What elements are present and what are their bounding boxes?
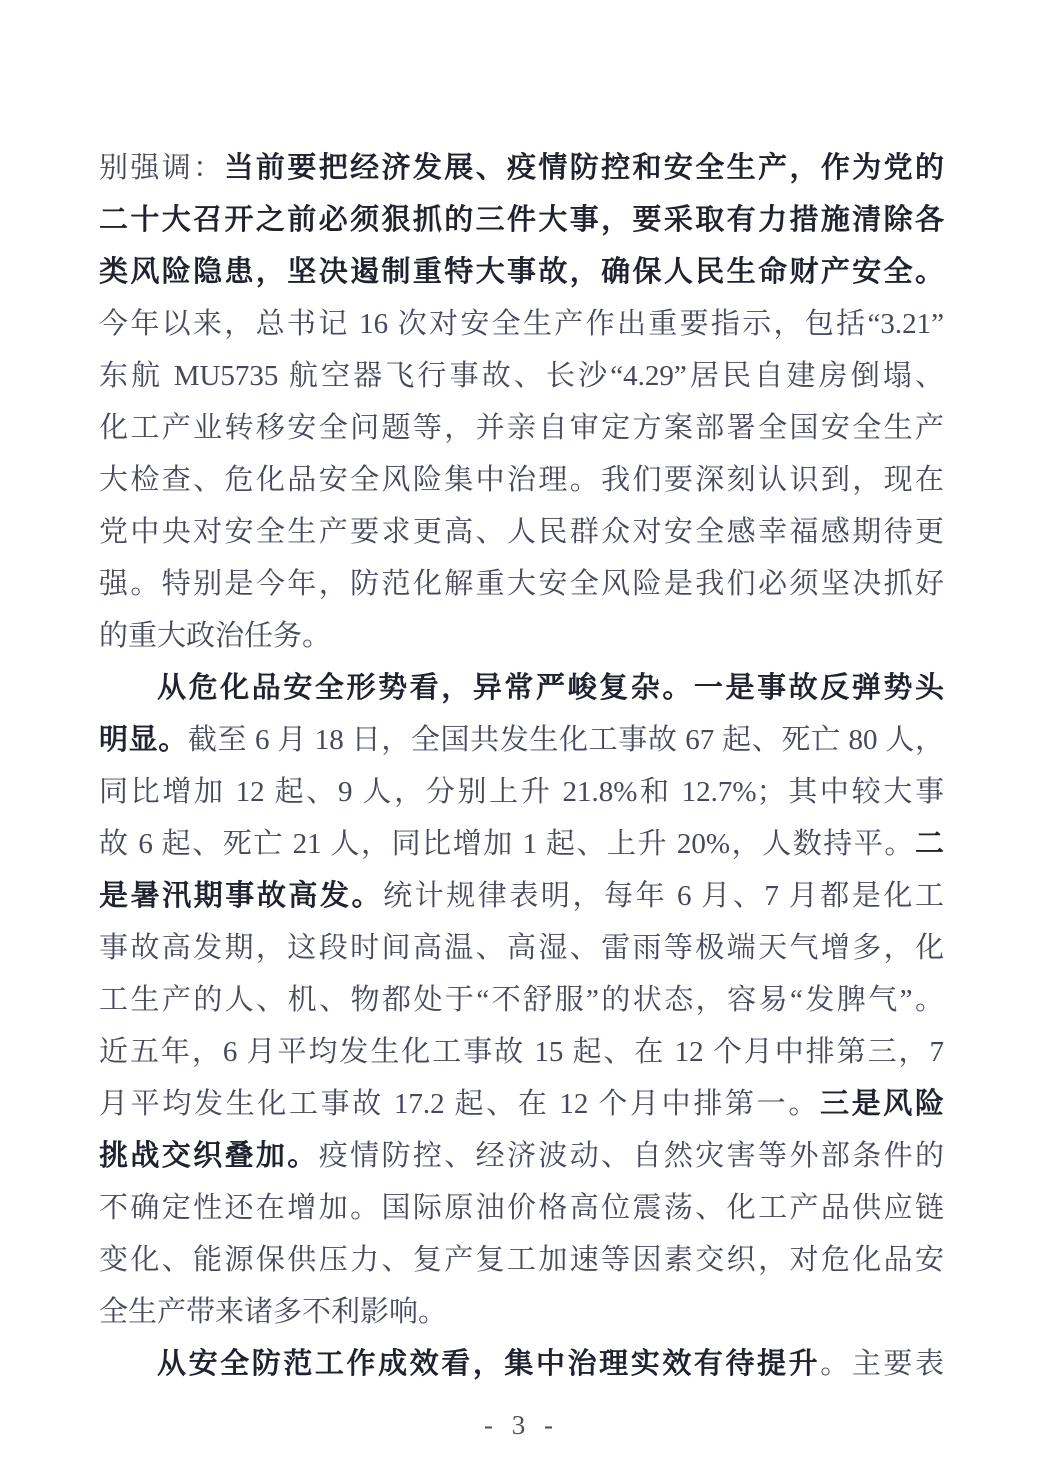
- regular-text-run: 事故高发期，这段时间高温、高湿、雷雨等极端天气增多，化: [99, 932, 944, 964]
- text-line: [99, 714, 944, 766]
- regular-text-run: 故 6 起、死亡 21 人，同比增加 1 起、上升 20%，人数持平。: [99, 828, 915, 860]
- regular-text-run: 东航 MU5735 航空器飞行事故、长沙“4.29”居民自建房倒塌、: [99, 360, 944, 392]
- text-line: [99, 402, 944, 454]
- regular-text-run: 别强调：: [99, 152, 225, 184]
- regular-text-run: 工生产的人、机、物都处于“不舒服”的状态，容易“发脾气”。: [99, 984, 944, 1016]
- bold-text-run: 从安全防范工作成效看，集中治理实效有待提升: [157, 1348, 821, 1380]
- bold-text-run: 是暑汛期事故高发。: [99, 880, 384, 912]
- text-line: [99, 1078, 944, 1130]
- text-line: [99, 818, 944, 870]
- text-line: [99, 974, 944, 1026]
- text-line: [99, 194, 944, 246]
- regular-text-run: 不确定性还在增加。国际原油价格高位震荡、化工产品供应链: [99, 1192, 944, 1224]
- text-line: [99, 1286, 944, 1338]
- bold-text-run: 挑战交织叠加。: [99, 1140, 319, 1172]
- regular-text-run: 截至 6 月 18 日，全国共发生化工事故 67 起、死亡 80 人，: [187, 724, 944, 756]
- regular-text-run: 今年以来，总书记 16 次对安全生产作出重要指示，包括“3.21”: [99, 308, 944, 340]
- regular-text-run: 化工产业转移安全问题等，并亲自审定方案部署全国安全生产: [99, 412, 944, 444]
- document-body: [99, 142, 944, 1390]
- regular-text-run: 。主要表: [820, 1348, 944, 1380]
- regular-text-run: 大检查、危化品安全风险集中治理。我们要深刻认识到，现在: [99, 464, 944, 496]
- paragraph: [99, 142, 944, 662]
- bold-text-run: 明显。: [99, 724, 188, 756]
- regular-text-run: 党中央对安全生产要求更高、人民群众对安全感幸福感期待更: [99, 516, 944, 548]
- bold-text-run: 类风险隐患，坚决遏制重特大事故，确保人民生命财产安全。: [99, 256, 944, 288]
- page-number: - 3 -: [484, 1410, 559, 1440]
- bold-text-run: 三是风险: [819, 1088, 944, 1120]
- text-line: [99, 246, 944, 298]
- text-line: [99, 610, 944, 662]
- text-line: [99, 1338, 944, 1390]
- text-line: [99, 1026, 944, 1078]
- text-line: [99, 558, 944, 610]
- text-line: [99, 922, 944, 974]
- text-line: [99, 142, 944, 194]
- regular-text-run: 统计规律表明，每年 6 月、7 月都是化工: [383, 880, 944, 912]
- text-line: [99, 1234, 944, 1286]
- text-line: [99, 766, 944, 818]
- bold-text-run: 当前要把经济发展、疫情防控和安全生产，作为党的: [224, 152, 944, 184]
- bold-text-run: 二: [914, 828, 944, 860]
- text-line: [99, 298, 944, 350]
- text-line: [99, 662, 944, 714]
- text-line: [99, 1130, 944, 1182]
- regular-text-run: 同比增加 12 起、9 人，分别上升 21.8%和 12.7%；其中较大事: [99, 776, 944, 808]
- paragraph: [99, 662, 944, 1338]
- regular-text-run: 的重大政治任务。: [99, 620, 332, 652]
- text-line: [99, 506, 944, 558]
- regular-text-run: 变化、能源保供压力、复产复工加速等因素交织，对危化品安: [99, 1244, 944, 1276]
- regular-text-run: 月平均发生化工事故 17.2 起、在 12 个月中排第一。: [99, 1088, 820, 1120]
- regular-text-run: 全生产带来诸多不利影响。: [99, 1296, 448, 1328]
- text-line: [99, 1182, 944, 1234]
- text-line: [99, 454, 944, 506]
- paragraph: [99, 1338, 944, 1390]
- bold-text-run: 从危化品安全形势看，异常严峻复杂。一是事故反弹势头: [157, 672, 944, 704]
- regular-text-run: 近五年，6 月平均发生化工事故 15 起、在 12 个月中排第三，7: [99, 1036, 944, 1068]
- regular-text-run: 疫情防控、经济波动、自然灾害等外部条件的: [318, 1140, 944, 1172]
- text-line: [99, 870, 944, 922]
- regular-text-run: 强。特别是今年，防范化解重大安全风险是我们必须坚决抓好: [99, 568, 944, 600]
- text-line: [99, 350, 944, 402]
- bold-text-run: 二十大召开之前必须狠抓的三件大事，要采取有力措施清除各: [99, 204, 944, 236]
